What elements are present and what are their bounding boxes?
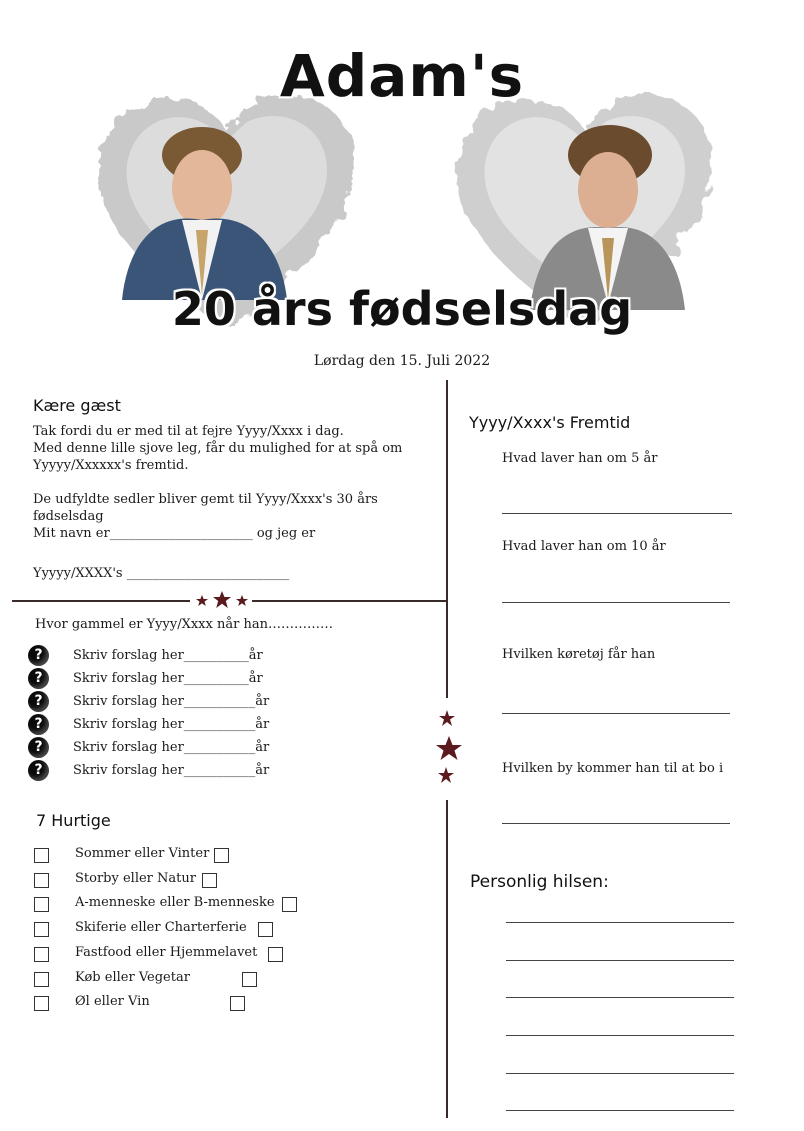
age-guess-row[interactable]: [28, 713, 270, 735]
greeting-line: [33, 474, 433, 491]
greeting-write-line[interactable]: [506, 922, 734, 923]
future-question: Hvilken by kommer han til at bo i: [502, 761, 724, 776]
greeting-line: Tak fordi du er med til at fejre Yyyy/Xxxx i dag.: [33, 424, 344, 439]
answer-line[interactable]: [502, 713, 730, 714]
age-guess-text: Skriv forslag her__________år: [73, 670, 263, 686]
greeting-line: Yyyyy/XXXX's _________________________: [33, 566, 290, 581]
greeting-line: Mit navn er______________________ og jeg er: [33, 526, 316, 541]
star-icon: [213, 591, 231, 608]
age-guess-row[interactable]: [28, 690, 270, 712]
answer-line[interactable]: [502, 823, 730, 824]
question-mark-icon: ?: [28, 691, 49, 712]
choice-checkbox-right[interactable]: [230, 996, 245, 1011]
age-guess-text: Skriv forslag her___________år: [73, 762, 270, 778]
star-icon: [439, 710, 455, 726]
choice-checkbox-left[interactable]: [34, 848, 49, 863]
greeting-line: De udfyldte sedler bliver gemt til Yyyy/Xxxx's 30 års: [33, 492, 378, 507]
greeting-line: [33, 542, 433, 559]
quick-heading: 7 Hurtige: [36, 811, 111, 830]
choice-checkbox-right[interactable]: [202, 873, 217, 888]
age-question: Hvor gammel er Yyyy/Xxxx når han……………: [35, 617, 333, 632]
future-question: Hvad laver han om 10 år: [502, 539, 666, 554]
age-guess-text: Skriv forslag her___________år: [73, 693, 270, 709]
choice-checkbox-left[interactable]: [34, 947, 49, 962]
vertical-stars: [432, 708, 464, 788]
greeting-write-line[interactable]: [506, 1110, 734, 1111]
quick-choice-label: Skiferie eller Charterferie: [75, 920, 247, 935]
age-guess-text: Skriv forslag her__________år: [73, 647, 263, 663]
star-icon: [436, 736, 462, 760]
greeting-text: [33, 423, 433, 582]
vertical-divider-bottom: [446, 800, 448, 1118]
horizontal-divider-right: [252, 600, 446, 602]
quick-choice-label: Storby eller Natur: [75, 871, 196, 886]
age-guess-row[interactable]: [28, 644, 263, 666]
greeting-write-line[interactable]: [506, 1035, 734, 1036]
choice-checkbox-left[interactable]: [34, 972, 49, 987]
age-guess-row[interactable]: [28, 736, 270, 758]
answer-line[interactable]: [502, 513, 732, 514]
star-icon: [236, 595, 248, 606]
age-guess-text: Skriv forslag her___________år: [73, 739, 270, 755]
future-question: Hvilken køretøj får han: [502, 647, 656, 662]
divider-stars: [194, 590, 250, 610]
choice-checkbox-right[interactable]: [242, 972, 257, 987]
star-icon: [196, 595, 208, 606]
choice-checkbox-left[interactable]: [34, 996, 49, 1011]
future-question: Hvad laver han om 5 år: [502, 451, 658, 466]
question-mark-icon: ?: [28, 645, 49, 666]
quick-choice-label: Køb eller Vegetar: [75, 970, 190, 985]
event-date: Lørdag den 15. Juli 2022: [313, 353, 491, 369]
question-mark-icon: ?: [28, 737, 49, 758]
age-guess-row[interactable]: [28, 667, 263, 689]
answer-line[interactable]: [502, 602, 730, 603]
choice-checkbox-left[interactable]: [34, 873, 49, 888]
quick-choice-label: A-menneske eller B-menneske: [75, 895, 275, 910]
question-mark-icon: ?: [28, 760, 49, 781]
question-mark-icon: ?: [28, 668, 49, 689]
greeting-line: Yyyyy/Xxxxxx's fremtid.: [33, 458, 189, 473]
horizontal-divider-left: [12, 600, 190, 602]
page-title: Adam's: [279, 42, 525, 110]
choice-checkbox-left[interactable]: [34, 922, 49, 937]
quick-choice-label: Øl eller Vin: [75, 994, 150, 1009]
vertical-divider-top: [446, 380, 448, 698]
personal-greeting-heading: Personlig hilsen:: [470, 872, 609, 892]
age-guess-text: Skriv forslag her___________år: [73, 716, 270, 732]
greeting-write-line[interactable]: [506, 1073, 734, 1074]
choice-checkbox-right[interactable]: [282, 897, 297, 912]
greeting-write-line[interactable]: [506, 960, 734, 961]
greeting-line: fødselsdag: [33, 509, 104, 524]
choice-checkbox-right[interactable]: [258, 922, 273, 937]
greeting-line: Med denne lille sjove leg, får du mulighed for at spå om: [33, 441, 403, 456]
star-icon: [438, 767, 454, 783]
greeting-write-line[interactable]: [506, 997, 734, 998]
choice-checkbox-right[interactable]: [214, 848, 229, 863]
quick-choice-label: Sommer eller Vinter: [75, 846, 210, 861]
greeting-heading: Kære gæst: [33, 396, 121, 415]
quick-choice-label: Fastfood eller Hjemmelavet: [75, 945, 258, 960]
age-guess-row[interactable]: [28, 759, 270, 781]
choice-checkbox-left[interactable]: [34, 897, 49, 912]
question-mark-icon: ?: [28, 714, 49, 735]
choice-checkbox-right[interactable]: [268, 947, 283, 962]
future-heading: Yyyy/Xxxx's Fremtid: [469, 413, 631, 432]
page-subtitle: 20 års fødselsdag: [171, 282, 633, 336]
